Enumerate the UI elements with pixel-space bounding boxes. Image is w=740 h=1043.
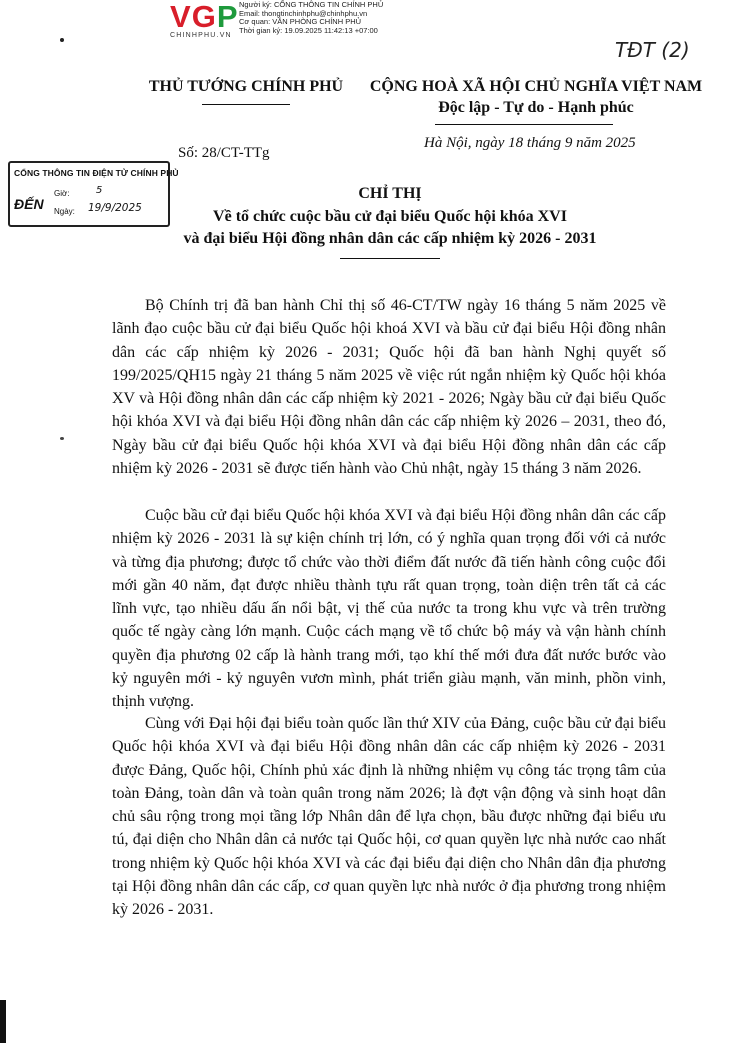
stamp-organization: CỔNG THÔNG TIN ĐIỆN TỬ CHÍNH PHỦ [14,168,179,178]
scan-edge-mark [0,1000,6,1043]
document-subtitle-line-2: và đại biểu Hội đồng nhân dân các cấp nhiệm kỳ 2026 - 2031 [183,230,597,247]
national-title: CỘNG HOÀ XÃ HỘI CHỦ NGHĨA VIỆT NAM [369,78,703,95]
motto-underline [435,124,613,125]
signature-time: Thời gian ký: 19.09.2025 11:42:13 +07:00 [239,26,378,36]
issuing-agency: THỦ TƯỚNG CHÍNH PHỦ [148,78,344,95]
logo-letter-p: P [216,0,239,34]
stamp-received-label: ĐẾN [14,196,44,212]
body-paragraph-3: Cùng với Đại hội đại biểu toàn quốc lần thứ XIV của Đảng, cuộc bầu cử đại biểu Quốc hội khóa XVI và đại biểu Hội đồng nhân dân các cấp nhiệm kỳ 2026 - 2031 được Đảng, Quốc hội, Chính phủ xác định là những nhiệm vụ công tác trọng tâm của toàn Đảng, toàn dân và toàn quân trong năm 2026; là đợt vận động và sinh hoạt dân chủ sâu rộng trong mọi tầng lớp Nhân dân để lựa chọn, bầu được những đại biểu ưu tú, đại diện cho Nhân dân cả nước tại Quốc hội, cơ quan quyền lực nhà nước cao nhất trong nhiệm kỳ Quốc hội khóa XVI và các đại biểu đại diện cho Nhân dân địa phương tại Hội đồng nhân dân các cấp, cơ quan quyền lực nhà nước ở địa phương trong nhiệm kỳ 2026 - 2031. [112,715,666,919]
stamp-time-value: 5 [96,185,103,196]
stamp-date-value: 19/9/2025 [88,202,142,214]
body-paragraph-1: Bộ Chính trị đã ban hành Chỉ thị số 46-CT/TW ngày 16 tháng 5 năm 2025 về lãnh đạo cuộc bầu cử đại biểu Quốc hội khoá XVI và bầu cử đại biểu Hội đồng nhân dân các cấp nhiệm kỳ 2026 - 2031; Quốc hội đã ban hành Nghị quyết số 199/2025/QH15 ngày 21 tháng 5 năm 2025 về việc rút ngắn nhiệm kỳ Quốc hội khóa XV và Hội đồng nhân dân các cấp nhiệm kỳ 2021 - 2026; Ngày bầu cử đại biểu Quốc hội khóa XVI và đại biểu Hội đồng nhân dân các cấp nhiệm kỳ 2026 – 2031, theo đó, Ngày bầu cử đại biểu Quốc hội khóa XVI và đại biểu Hội đồng nhân dân các cấp nhiệm kỳ 2026 - 2031 sẽ được tiến hành vào Chủ nhật, ngày 15 tháng 3 năm 2026. [112,297,666,478]
signature-signer: Người ký: CỔNG THÔNG TIN CHÍNH PHỦ [239,0,384,9]
stamp-time-label: Giờ: [54,189,70,198]
signature-agency: Cơ quan: VĂN PHÒNG CHÍNH PHỦ [239,17,362,27]
document-title: CHỈ THỊ [358,185,422,202]
national-motto: Độc lập - Tự do - Hạnh phúc [438,99,634,116]
scan-speck [60,38,64,42]
scan-speck [60,437,64,440]
body-paragraph-2: Cuộc bầu cử đại biểu Quốc hội khóa XVI và đại biểu Hội đồng nhân dân các cấp nhiệm kỳ 2026 - 2031 là sự kiện chính trị lớn, có ý nghĩa quan trọng đối với cả nước và từng địa phương; được tổ chức vào thời điểm đất nước đã tiến hành công cuộc đổi mới gần 40 năm, đạt được nhiều thành tựu rất quan trọng, toàn diện trên tất cả các lĩnh vực, tạo nhiều dấu ấn nổi bật, vị thế của nước ta trong khu vực và trên trường quốc tế ngày càng lớn mạnh. Cuộc cách mạng về tổ chức bộ máy và vận hành chính quyền địa phương 02 cấp là hành trang mới, tạo khí thế mới đưa đất nước bước vào kỷ nguyên mới - kỷ nguyên vươn mình, phát triển giàu mạnh, văn minh, phồn vinh, thịnh vượng. [112,507,666,711]
document-number: Số: 28/CT-TTg [178,145,270,161]
title-underline [340,258,440,259]
agency-underline [202,104,290,105]
handwritten-note: TĐT (2) [615,38,690,62]
logo-letter-v: V [170,0,192,34]
digital-signature-info [239,1,383,36]
logo-letter-g: G [191,0,217,34]
signature-email: Email: thongtinchinhphu@chinhphu.vn [239,8,368,18]
logo-subtitle: CHINHPHU.VN [170,32,232,39]
stamp-date-label: Ngày: [54,207,75,216]
document-subtitle-line-1: Về tổ chức cuộc bầu cử đại biểu Quốc hội khóa XVI [213,208,567,225]
vgp-logo [170,0,239,34]
place-date: Hà Nội, ngày 18 tháng 9 năm 2025 [424,135,636,151]
